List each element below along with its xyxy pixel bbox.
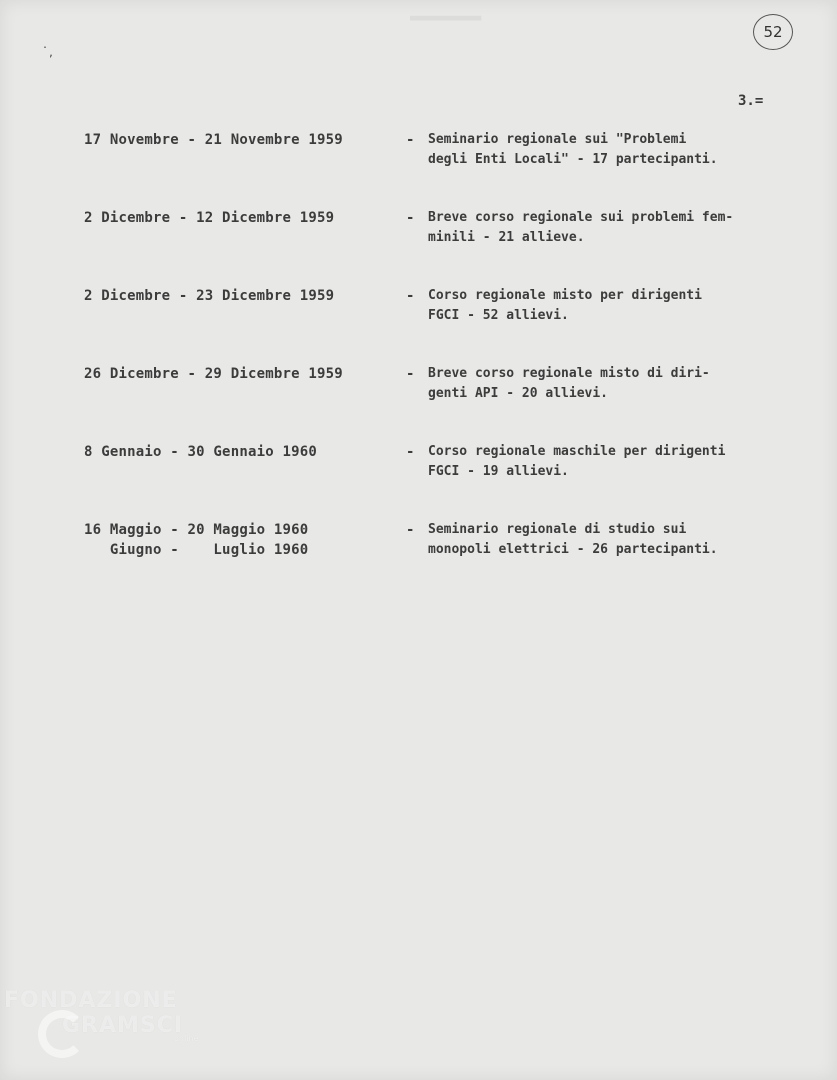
logo-line-2: GRAMSCI	[62, 1013, 184, 1038]
entry-description	[428, 288, 814, 328]
description-line: Breve corso regionale sui problemi fem-	[428, 210, 734, 225]
entry-dates	[84, 366, 394, 386]
separator-dash: -	[406, 288, 415, 304]
entry-description	[428, 132, 814, 172]
course-entry	[84, 132, 814, 210]
scan-specks: . ,	[42, 40, 55, 59]
description-line: minili - 21 allieve.	[428, 230, 585, 245]
logo-line-1: FONDAZIONE	[4, 988, 178, 1013]
description-line: Seminario regionale di studio sui	[428, 522, 687, 537]
course-list	[84, 132, 814, 600]
date-range: 8 Gennaio - 30 Gennaio 1960	[84, 444, 317, 460]
archive-page-number: 52	[753, 14, 793, 50]
separator-dash: -	[406, 522, 415, 538]
course-entry	[84, 366, 814, 444]
description-line: FGCI - 19 allievi.	[428, 464, 569, 479]
entry-dates	[84, 288, 394, 308]
date-range: 2 Dicembre - 12 Dicembre 1959	[84, 210, 335, 226]
description-line: Corso regionale misto per dirigenti	[428, 288, 702, 303]
watermark: │	[410, 0, 480, 55]
date-range: 17 Novembre - 21 Novembre 1959	[84, 132, 343, 148]
description-line: Seminario regionale sui "Problemi	[428, 132, 687, 147]
sheet-number: 3.=	[738, 93, 764, 109]
fondazione-gramsci-logo	[4, 988, 198, 1043]
date-range: 16 Maggio - 20 Maggio 1960	[84, 522, 309, 538]
date-range: 26 Dicembre - 29 Dicembre 1959	[84, 366, 343, 382]
description-line: FGCI - 52 allievi.	[428, 308, 569, 323]
date-range: 2 Dicembre - 23 Dicembre 1959	[84, 288, 335, 304]
entry-dates	[84, 444, 394, 464]
logo-line-3: online	[174, 1034, 199, 1043]
entry-dates	[84, 522, 394, 562]
logo-g-icon	[38, 1010, 86, 1058]
course-entry	[84, 210, 814, 288]
description-line: Breve corso regionale misto di diri-	[428, 366, 710, 381]
description-line: degli Enti Locali" - 17 partecipanti.	[428, 152, 718, 167]
entry-description	[428, 210, 814, 250]
description-line: Corso regionale maschile per dirigenti	[428, 444, 726, 459]
course-entry	[84, 522, 814, 600]
entry-description	[428, 522, 814, 562]
separator-dash: -	[406, 366, 415, 382]
description-line: genti API - 20 allievi.	[428, 386, 609, 401]
entry-description	[428, 366, 814, 406]
separator-dash: -	[406, 132, 415, 148]
course-entry	[84, 288, 814, 366]
entry-description	[428, 444, 814, 484]
entry-dates	[84, 210, 394, 230]
separator-dash: -	[406, 444, 415, 460]
description-line: monopoli elettrici - 26 partecipanti.	[428, 542, 718, 557]
separator-dash: -	[406, 210, 415, 226]
course-entry	[84, 444, 814, 522]
entry-dates	[84, 132, 394, 152]
date-range: Giugno - Luglio 1960	[84, 542, 309, 558]
